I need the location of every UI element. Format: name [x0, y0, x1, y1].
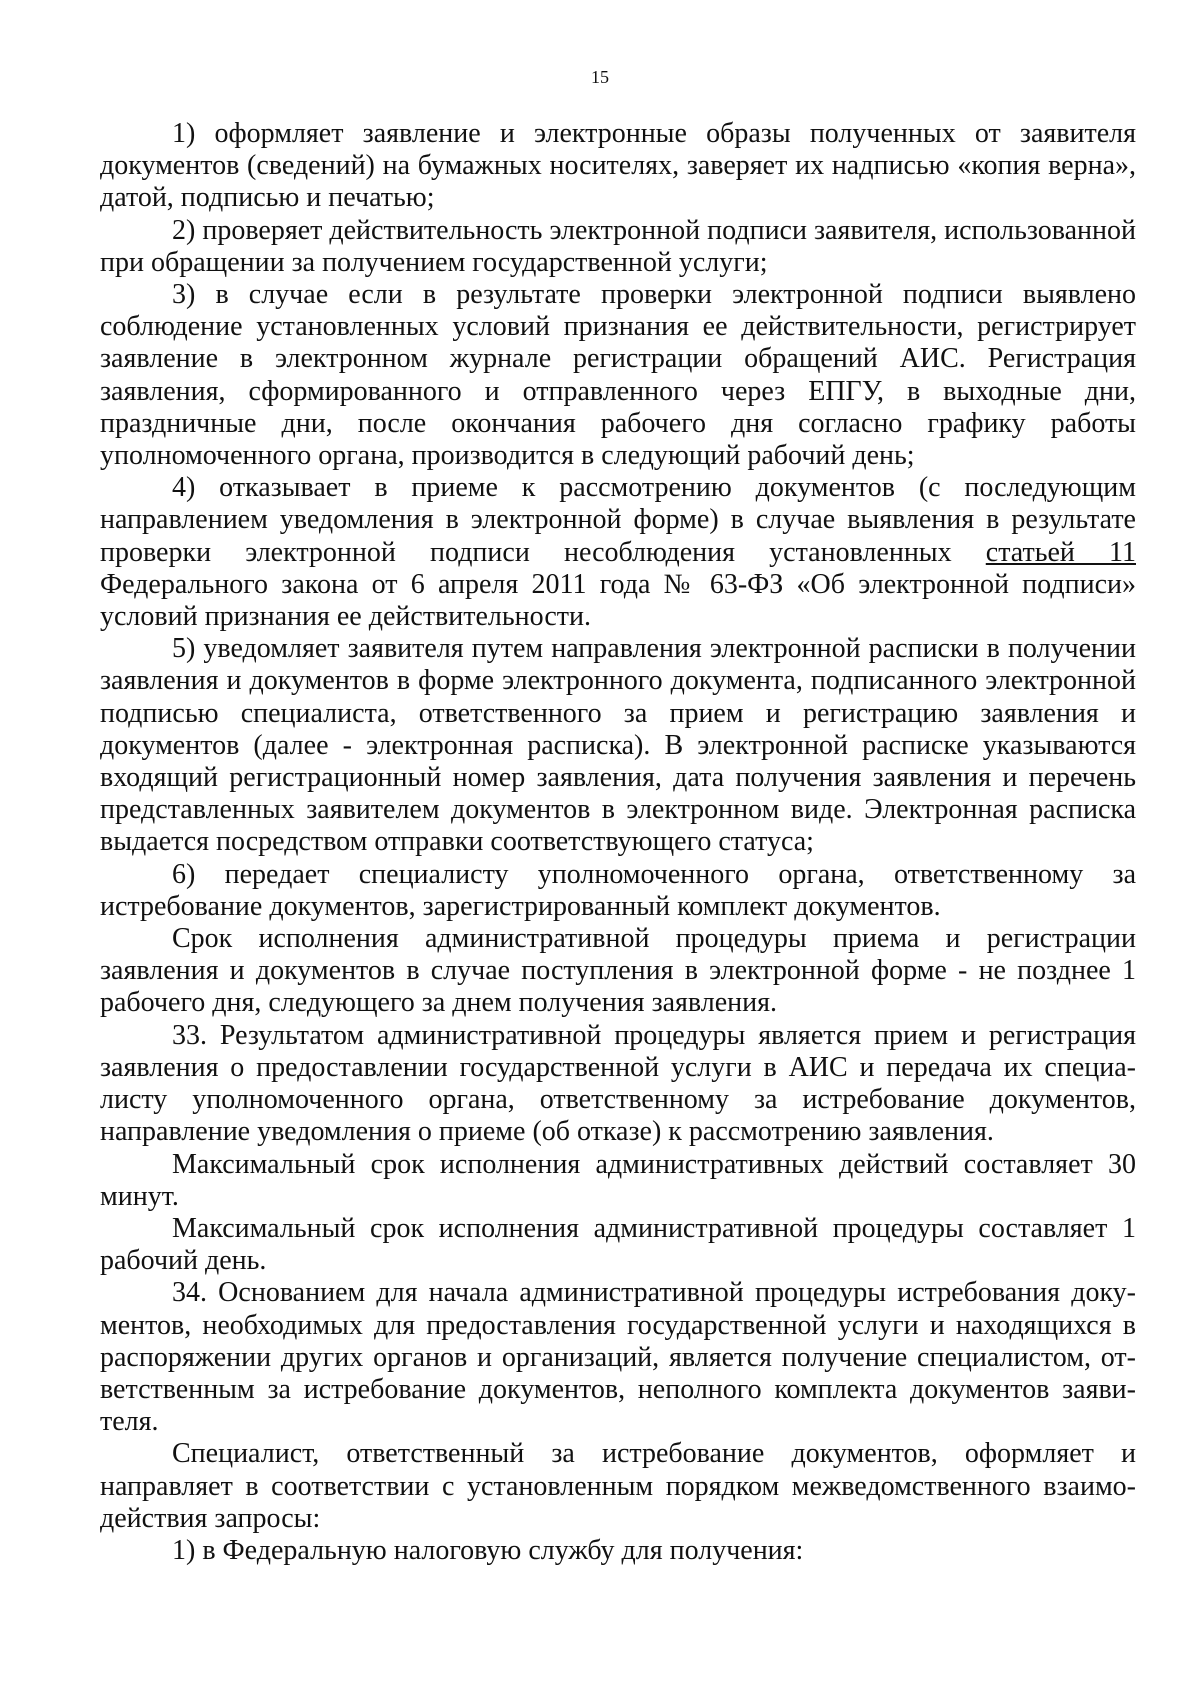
page-number: 15: [591, 67, 609, 87]
paragraph-max-procedure-time: Максимальный срок исполнения административной процедуры составляет 1 рабочий день.: [100, 1212, 1136, 1277]
paragraph-deadline: Срок исполнения административной процедуры приема и регистрации заявления и документов в случае поступления в электронной форме - не позднее 1 рабочего дня, следующего за днем получения заявления.: [100, 923, 1136, 1019]
paragraph-max-actions-time: Максимальный срок исполнения административных действий составляет 30 минут.: [100, 1148, 1136, 1212]
document-body: [100, 118, 1136, 1567]
paragraph-34: 34. Основанием для начала административной процедуры истребования документов, необходимых для предоставления государственной услуги и находящихся в распоряжении других органов и организаций, является получение специалистом, ответственным за истребование документов, неполного комплекта документов заявителя.: [100, 1277, 1136, 1438]
paragraph-item-6: 6) передает специалисту уполномоченного органа, ответственному за истребование документов, зарегистрированный комплект документов.: [100, 858, 1136, 922]
paragraph-specialist-requests: Специалист, ответственный за истребование документов, оформляет и направляет в соответствии с установленным порядком межведомственного взаимодействия запросы:: [100, 1438, 1136, 1534]
paragraph-item-1: 1) оформляет заявление и электронные образы полученных от заявителя документов (сведений) на бумажных носителях, заверяет их надписью «копия верна», датой, подписью и печатью;: [100, 118, 1136, 214]
paragraph-33: 33. Результатом административной процедуры является прием и регистрация заявления о предоставлении государственной услуги в АИС и передача их специалисту уполномоченного органа, ответственному за истребование документов, направление уведомления о приеме (об отказе) к рассмотрению заявления.: [100, 1019, 1136, 1148]
paragraph-item-4: [100, 472, 1136, 633]
paragraph-item-4-text-before: 4) отказывает в приеме к рассмотрению документов (с последующим направлением уведомления в электронной форме) в случае выявления в результате проверки электронной подписи несоблюдения установленных: [100, 472, 1136, 568]
paragraph-item-5: 5) уведомляет заявителя путем направления электронной расписки в получении заявления и документов в форме электронного документа, подписанного электронной подписью специалиста, ответственного за прием и регистрацию заявления и документов (далее - электронная расписка). В электронной расписке указываются входящий регистрационный номер заявления, дата получения заявления и перечень представленных заявителем документов в электронном виде. Электронная расписка выдается посредством отправки соответствующего статуса;: [100, 633, 1136, 858]
paragraph-item-4-text-after: Федерального закона от 6 апреля 2011 года № 63-ФЗ «Об электронной подписи» условий признания ее действительности.: [100, 568, 1136, 633]
paragraph-item-3: 3) в случае если в результате проверки электронной подписи выявлено соблюдение установленных условий признания ее действительности, регистрирует заявление в электронном журнале регистрации обращений АИС. Регистрация заявления, сформированного и отправленного через ЕПГУ, в выходные дни, праздничные дни, после окончания рабочего дня согласно графику работы уполномоченного органа, производится в следующий рабочий день;: [100, 279, 1136, 472]
paragraph-item-2: 2) проверяет действительность электронной подписи заявителя, использованной при обращении за получением государственной услуги;: [100, 214, 1136, 278]
law-article-link[interactable]: статьей 11: [985, 536, 1136, 568]
paragraph-fns-request: 1) в Федеральную налоговую службу для получения:: [172, 1534, 804, 1566]
